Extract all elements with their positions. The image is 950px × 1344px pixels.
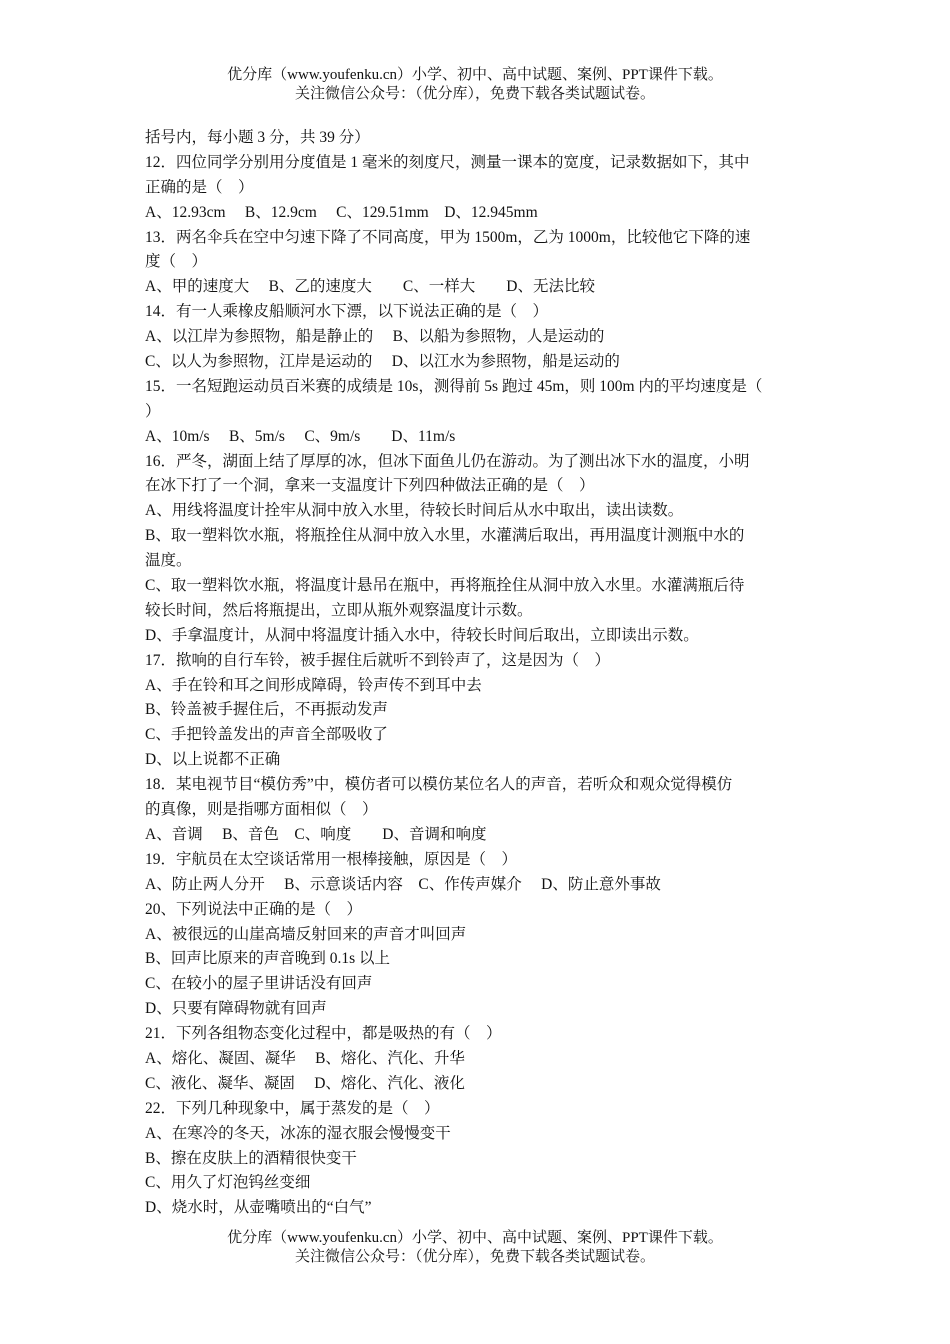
text-line: 12．四位同学分别用分度值是 1 毫米的刻度尺，测量一课本的宽度，记录数据如下，其中 [145, 153, 750, 171]
text-line: ） [145, 402, 161, 420]
text-line: A、被很远的山崖高墙反射回来的声音才叫回声 [145, 925, 467, 943]
text-line: 括号内，每小题 3 分，共 39 分） [145, 129, 370, 146]
header-site-line: 优分库（www.youfenku.cn）小学、初中、高中试题、案例、PPT课件下载。 [227, 67, 723, 83]
text-line: A、12.93cm B、12.9cm C、129.51mm D、12.945mm [145, 203, 538, 221]
text-line: A、以江岸为参照物，船是静止的 B、以船为参照物，人是运动的 [145, 328, 605, 346]
text-line: A、用线将温度计拴牢从洞中放入水里，待较长时间后从水中取出，读出读数。 [145, 502, 684, 520]
text-line: 温度。 [145, 552, 192, 570]
page-footer [0, 1229, 950, 1267]
text-line: 19．宇航员在太空谈话常用一根棒接触，原因是（ ） [145, 850, 518, 868]
text-line: 20、下列说法中正确的是（ ） [145, 900, 363, 918]
text-line: C、以人为参照物，江岸是运动的 D、以江水为参照物，船是运动的 [145, 353, 620, 371]
header-wechat-line: 关注微信公众号：（优分库），免费下载各类试题试卷。 [294, 86, 655, 102]
text-line: B、铃盖被手握住后，不再振动发声 [145, 701, 388, 719]
text-line: 度（ ） [145, 253, 208, 271]
text-line: B、取一塑料饮水瓶，将瓶拴住从洞中放入水里，水灌满后取出，再用温度计测瓶中水的 [145, 527, 745, 545]
text-line: A、甲的速度大 B、乙的速度大 C、一样大 D、无法比较 [145, 278, 595, 296]
text-line: 17．揿响的自行车铃，被手握住后就听不到铃声了，这是因为（ ） [145, 651, 611, 669]
text-line: 较长时间，然后将瓶提出，立即从瓶外观察温度计示数。 [145, 601, 533, 619]
text-line: D、只要有障碍物就有回声 [145, 1000, 327, 1018]
document-body [145, 126, 807, 1221]
text-line: 22．下列几种现象中，属于蒸发的是（ ） [145, 1099, 440, 1117]
text-line: C、用久了灯泡钨丝变细 [145, 1174, 311, 1192]
text-line: B、回声比原来的声音晚到 0.1s 以上 [145, 950, 390, 968]
text-line: A、熔化、凝固、凝华 B、熔化、汽化、升华 [145, 1049, 465, 1067]
text-line: 的真像，则是指哪方面相似（ ） [145, 801, 378, 819]
page-header [0, 66, 950, 104]
text-line: C、取一塑料饮水瓶，将温度计悬吊在瓶中，再将瓶拴住从洞中放入水里。水灌满瓶后待 [145, 577, 745, 595]
text-line: A、音调 B、音色 C、响度 D、音调和响度 [145, 825, 487, 843]
text-line: C、手把铃盖发出的声音全部吸收了 [145, 726, 388, 744]
text-line: A、手在铃和耳之间形成障碍，铃声传不到耳中去 [145, 676, 482, 694]
text-line: 14．有一人乘橡皮船顺河水下漂，以下说法正确的是（ ） [145, 303, 549, 321]
text-line: C、在较小的屋子里讲话没有回声 [145, 975, 373, 993]
text-line: 13．两名伞兵在空中匀速下降了不同高度，甲为 1500m，乙为 1000m，比较他它下降的速 [145, 228, 751, 246]
text-line: 21．下列各组物态变化过程中，都是吸热的有（ ） [145, 1025, 502, 1043]
text-line: 16．严冬，湖面上结了厚厚的冰，但冰下面鱼儿仍在游动。为了测出冰下水的温度，小明 [145, 452, 750, 470]
text-line: 15．一名短跑运动员百米赛的成绩是 10s，测得前 5s 跑过 45m，则 100m 内的平均速度是（ [145, 377, 763, 395]
footer-wechat-line: 关注微信公众号：（优分库），免费下载各类试题试卷。 [294, 1249, 655, 1265]
text-line: A、防止两人分开 B、示意谈话内容 C、作传声媒介 D、防止意外事故 [145, 875, 661, 893]
text-line: D、烧水时，从壶嘴喷出的“白气” [145, 1199, 372, 1217]
text-line: D、手拿温度计，从洞中将温度计插入水中，待较长时间后取出，立即读出示数。 [145, 626, 699, 644]
text-line: A、10m/s B、5m/s C、9m/s D、11m/s [145, 427, 456, 445]
text-line: 在冰下打了一个洞，拿来一支温度计下列四种做法正确的是（ ） [145, 477, 595, 495]
text-line: 18．某电视节目“模仿秀”中，模仿者可以模仿某位名人的声音，若听众和观众觉得模仿 [145, 776, 733, 794]
text-line: B、擦在皮肤上的酒精很快变干 [145, 1149, 357, 1167]
text-line: C、液化、凝华、凝固 D、熔化、汽化、液化 [145, 1074, 465, 1092]
text-line: 正确的是（ ） [145, 178, 254, 196]
text-line: A、在寒冷的冬天，冰冻的湿衣服会慢慢变干 [145, 1124, 451, 1142]
footer-site-line: 优分库（www.youfenku.cn）小学、初中、高中试题、案例、PPT课件下载。 [227, 1230, 723, 1246]
text-line: D、以上说都不正确 [145, 751, 281, 769]
